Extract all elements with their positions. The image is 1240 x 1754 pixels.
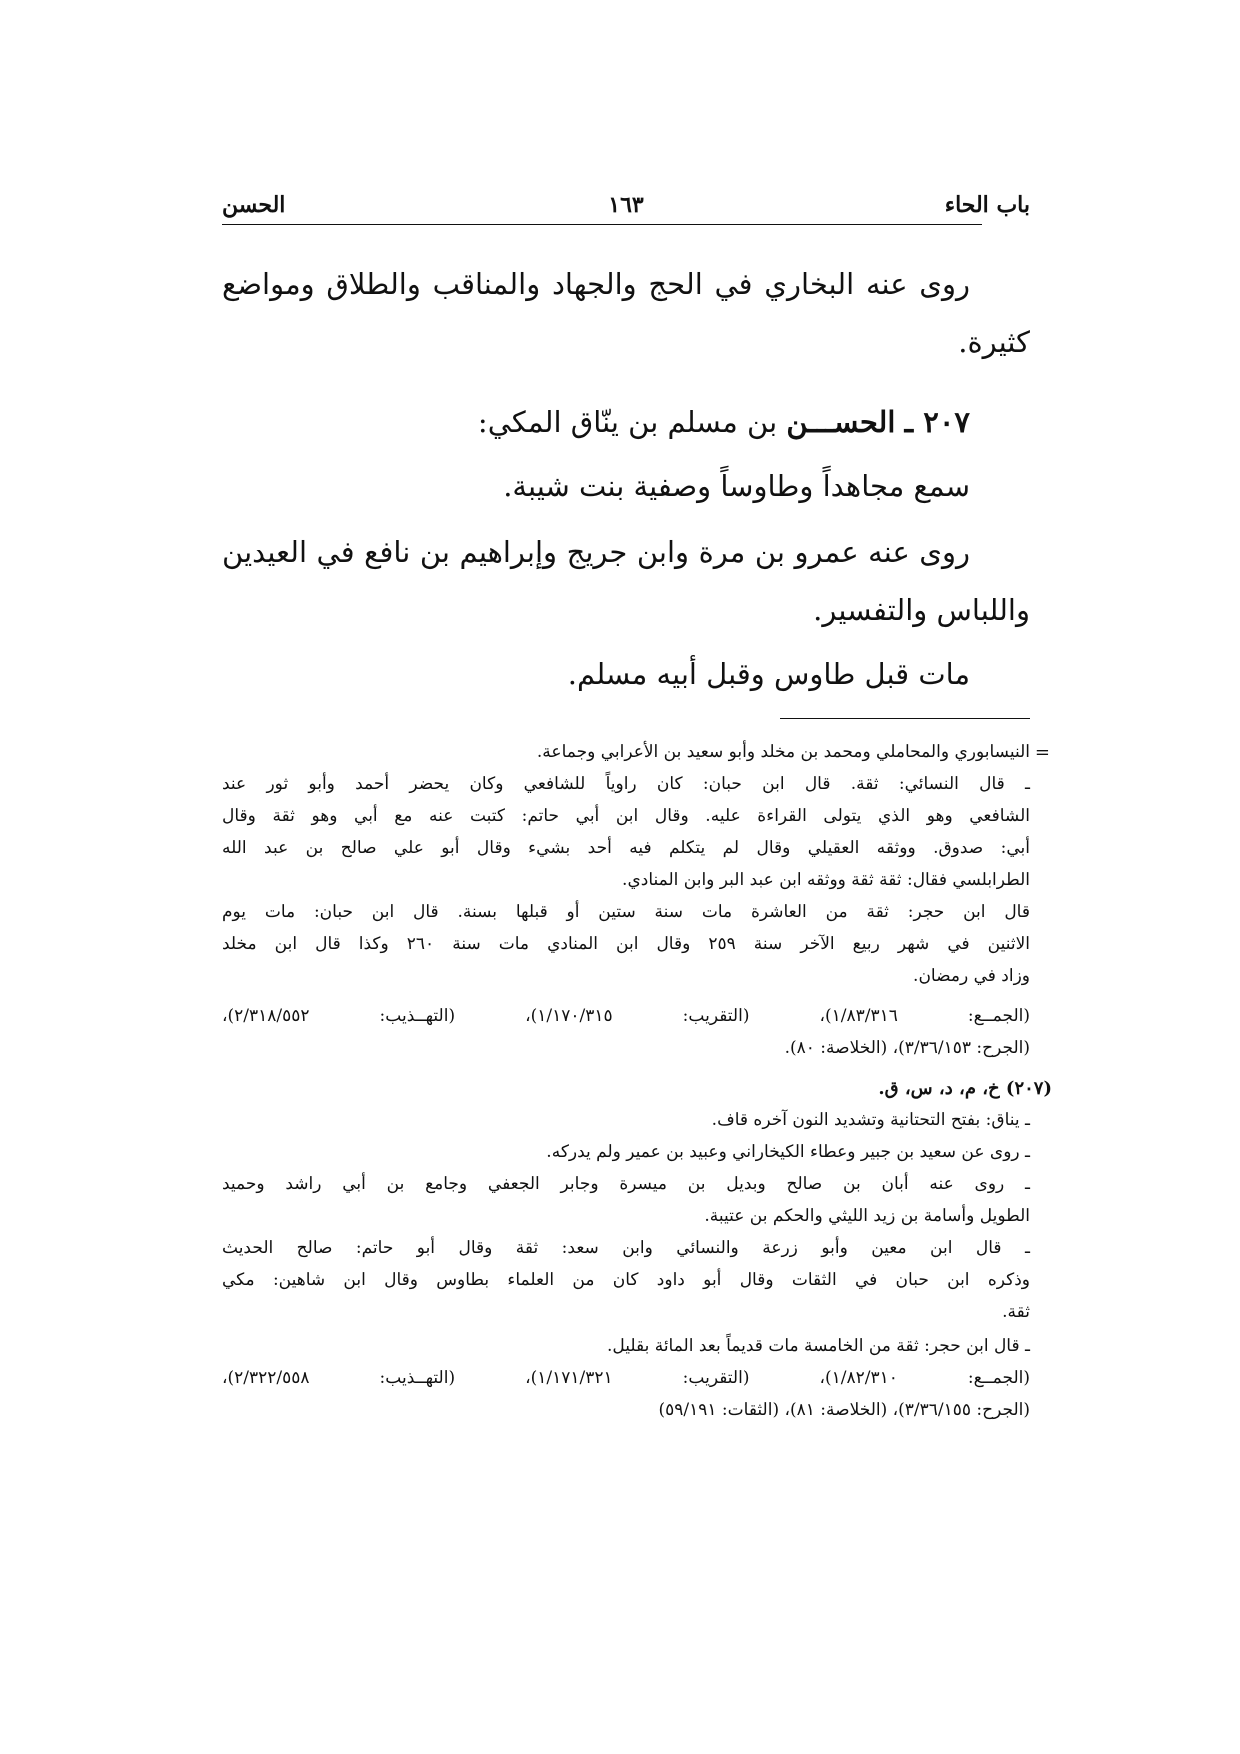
text-line: كثيرة. [958, 325, 1030, 359]
footnote-line: وذكره ابن حبان في الثقات وقال أبو داود كان من العلماء بطاوس وقال ابن شاهين: مكي [222, 1270, 1030, 1290]
entry-heading [477, 405, 970, 439]
running-header [222, 192, 1030, 222]
citation-line: (الجمــع: ١/٨٢/٣١٠)، (التقريب: ١/١٧١/٣٢١)، (التهــذيب: ٢/٣٢٢/٥٥٨)، [222, 1368, 1030, 1388]
chapter-title: باب الحاء [944, 192, 1030, 218]
footnote-line: الطرابلسي فقال: ثقة ثقة ووثقه ابن عبد البر وابن المنادي. [622, 870, 1030, 890]
footnote-line: ـ روى عن سعيد بن جبير وعطاء الكيخاراني وعبيد بن عمير ولم يدركه. [546, 1142, 1030, 1162]
footnote-line: أبي: صدوق. ووثقه العقيلي وقال لم يتكلم فيه أحد بشيء وقال أبو علي صالح بن عبد الله [222, 838, 1030, 858]
entry-number: ٢٠٧ ـ [904, 405, 970, 439]
footnote-line: ثقة. [1002, 1302, 1030, 1322]
footnote-line: ـ قال ابن حجر: ثقة من الخامسة مات قديماً بعد المائة بقليل. [606, 1336, 1030, 1356]
text-line: روى عنه عمرو بن مرة وابن جريج وإبراهيم بن نافع في العيدين [222, 535, 970, 569]
footnote-line: الاثنين في شهر ربيع الآخر سنة ٢٥٩ وقال ابن المنادي مات سنة ٢٦٠ وكذا قال ابن مخلد [222, 934, 1030, 954]
footnote-line: قال ابن حجر: ثقة من العاشرة مات سنة ستين أو قبلها بسنة. قال ابن حبان: مات يوم [222, 902, 1030, 922]
footnote-line: ـ يناق: بفتح التحتانية وتشديد النون آخره قاف. [711, 1110, 1030, 1130]
footnote-line: وزاد في رمضان. [913, 966, 1030, 986]
footnote-line: ـ قال النسائي: ثقة. قال ابن حبان: كان راوياً للشافعي وكان يحضر أحمد وأبو ثور عند [222, 774, 1030, 794]
footnote-line: ـ قال ابن معين وأبو زرعة والنسائي وابن سعد: ثقة وقال أبو حاتم: صالح الحديث [222, 1238, 1030, 1258]
citation-line: (الجرح: ٣/٣٦/١٥٥)، (الخلاصة: ٨١)، (الثقات: ٥٩/١٩١) [658, 1400, 1030, 1420]
footnote-line: الشافعي وهو الذي يتولى القراءة عليه. وقال ابن أبي حاتم: كتبت عنه مع أبي وهو ثقة وقال [222, 806, 1030, 826]
text-line: واللباس والتفسير. [813, 593, 1030, 627]
text-line: سمع مجاهداً وطاوساً وصفية بنت شيبة. [503, 469, 970, 503]
header-rule [222, 224, 982, 225]
footnote-line: ـ روى عنه أبان بن صالح وبديل بن ميسرة وجابر الجعفي وجامع بن أبي راشد وحميد [222, 1174, 1030, 1194]
text-line: مات قبل طاوس وقبل أبيه مسلم. [567, 657, 970, 691]
footnote-line: النيسابوري والمحاملي ومحمد بن مخلد وأبو سعيد بن الأعرابي وجماعة. [536, 742, 1030, 762]
footnote-separator [780, 718, 1030, 719]
entry-lineage: بن مسلم بن ينّاق المكي: [477, 405, 778, 439]
continuation-mark: = [1034, 742, 1050, 763]
page-number: ١٦٣ [608, 192, 644, 218]
citation-line: (الجمــع: ١/٨٣/٣١٦)، (التقريب: ١/١٧٠/٣١٥)، (التهــذيب: ٢/٣١٨/٥٥٢)، [222, 1006, 1030, 1026]
footnote-heading-207: (٢٠٧) خ، م، د، س، ق. [878, 1078, 1052, 1099]
footnote-line: الطويل وأسامة بن زيد الليثي والحكم بن عتيبة. [704, 1206, 1030, 1226]
entry-name: الحســـن [786, 405, 896, 439]
text-line: روى عنه البخاري في الحج والجهاد والمناقب والطلاق ومواضع [222, 267, 970, 301]
citation-line: (الجرح: ٣/٣٦/١٥٣)، (الخلاصة: ٨٠). [784, 1038, 1030, 1058]
entry-title: الحسن [222, 192, 286, 218]
